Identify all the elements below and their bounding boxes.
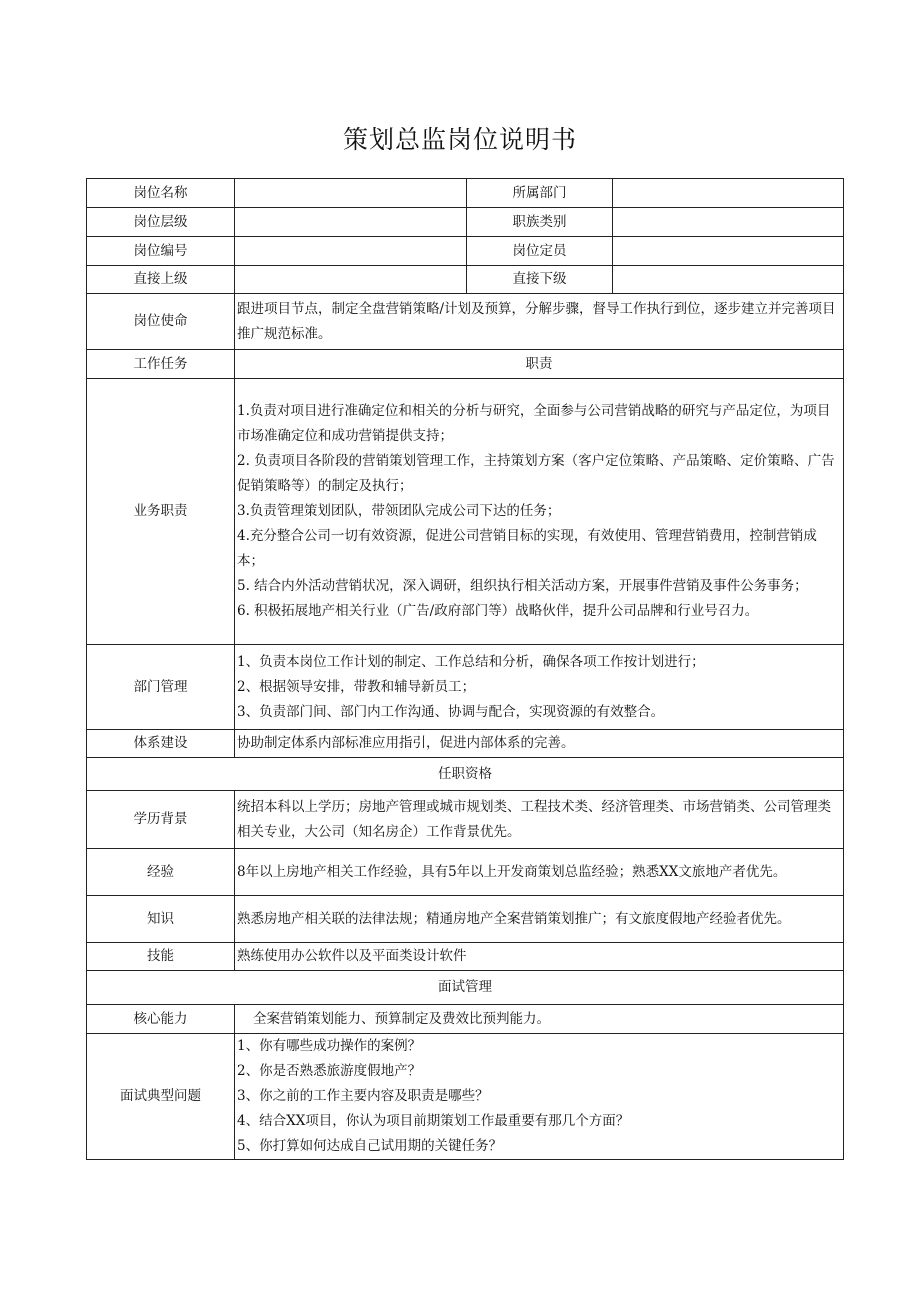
job-description-table bbox=[86, 178, 844, 1160]
table-row bbox=[87, 350, 844, 379]
list-item: 5、你打算如何达成自己试用期的关键任务？ bbox=[237, 1138, 503, 1154]
mission-text: 跟进项目节点，制定全盘营销策略/计划及预算，分解步骤，督导工作执行到位，逐步建立并完善项目推广规范标准。 bbox=[235, 294, 844, 350]
table-row bbox=[87, 730, 844, 758]
page-title: 策划总监岗位说明书 bbox=[342, 125, 577, 154]
business-label: 业务职责 bbox=[87, 379, 235, 645]
table-row bbox=[87, 791, 844, 849]
post-name-label: 岗位名称 bbox=[87, 179, 235, 208]
list-item: 2、你是否熟悉旅游度假地产？ bbox=[237, 1063, 422, 1079]
business-list bbox=[235, 379, 844, 645]
list-item: 3.负责管理策划团队，带领团队完成公司下达的任务； bbox=[237, 503, 561, 519]
table-row bbox=[87, 208, 844, 237]
code-value[interactable] bbox=[235, 237, 467, 266]
list-item: 3、你之前的工作主要内容及职责是哪些？ bbox=[237, 1088, 489, 1104]
experience-label: 经验 bbox=[87, 849, 235, 896]
system-text: 协助制定体系内部标准应用指引，促进内部体系的完善。 bbox=[235, 730, 844, 758]
table-row bbox=[87, 294, 844, 350]
core-text-value: 全案营销策划能力、预算制定及费效比预判能力。 bbox=[253, 1010, 550, 1027]
list-item: 3、负责部门间、部门内工作沟通、协调与配合，实现资源的有效整合。 bbox=[237, 703, 665, 720]
core-text bbox=[235, 1005, 844, 1034]
level-label: 岗位层级 bbox=[87, 208, 235, 237]
list-item: 2、根据领导安排，带教和辅导新员工； bbox=[237, 678, 476, 695]
list-item: 4.充分整合公司一切有效资源，促进公司营销目标的实现，有效使用、管理营销费用，控制营销成本； bbox=[237, 528, 817, 569]
experience-text: 8年以上房地产相关工作经验，具有5年以上开发商策划总监经验；熟悉XX文旅地产者优先。 bbox=[235, 849, 844, 896]
table-row bbox=[87, 896, 844, 943]
table-row bbox=[87, 943, 844, 971]
family-label: 职族类别 bbox=[467, 208, 613, 237]
level-value[interactable] bbox=[235, 208, 467, 237]
qualification-title: 任职资格 bbox=[87, 758, 844, 791]
education-label: 学历背景 bbox=[87, 791, 235, 849]
list-item: 4、结合XX项目，你认为项目前期策划工作最重要有那几个方面？ bbox=[237, 1113, 630, 1129]
dept-mgmt-list bbox=[235, 645, 844, 730]
dept-label: 所属部门 bbox=[467, 179, 613, 208]
skills-text: 熟练使用办公软件以及平面类设计软件 bbox=[235, 943, 844, 971]
interview-header: 面试管理 bbox=[87, 971, 844, 1005]
post-name-value[interactable] bbox=[235, 179, 467, 208]
dept-value[interactable] bbox=[613, 179, 844, 208]
superior-label: 直接上级 bbox=[87, 266, 235, 294]
table-row bbox=[87, 1005, 844, 1034]
table-row bbox=[87, 1034, 844, 1160]
list-item: 1.负责对项目进行准确定位和相关的分析与研究，全面参与公司营销战略的研究与产品定位，为项目市场准确定位和成功营销提供支持； bbox=[237, 403, 831, 444]
family-value[interactable] bbox=[613, 208, 844, 237]
tasks-header-left: 工作任务 bbox=[87, 350, 235, 379]
system-label: 体系建设 bbox=[87, 730, 235, 758]
questions-list bbox=[235, 1034, 844, 1160]
mission-label: 岗位使命 bbox=[87, 294, 235, 350]
headcount-value[interactable] bbox=[613, 237, 844, 266]
questions-label: 面试典型问题 bbox=[87, 1034, 235, 1160]
education-text: 统招本科以上学历；房地产管理或城市规划类、工程技术类、经济管理类、市场营销类、公司管理类相关专业，大公司（知名房企）工作背景优先。 bbox=[235, 791, 844, 849]
superior-value[interactable] bbox=[235, 266, 467, 294]
knowledge-text: 熟悉房地产相关联的法律法规；精通房地产全案营销策划推广；有文旅度假地产经验者优先。 bbox=[235, 896, 844, 943]
list-item: 5. 结合内外活动营销状况，深入调研，组织执行相关活动方案，开展事件营销及事件公务事务； bbox=[237, 578, 808, 594]
subordinate-value[interactable] bbox=[613, 266, 844, 294]
table-row bbox=[87, 645, 844, 730]
headcount-label: 岗位定员 bbox=[467, 237, 613, 266]
skills-label: 技能 bbox=[87, 943, 235, 971]
subordinate-label: 直接下级 bbox=[467, 266, 613, 294]
core-label: 核心能力 bbox=[87, 1005, 235, 1034]
table-row bbox=[87, 237, 844, 266]
list-item: 6. 积极拓展地产相关行业（广告/政府部门等）战略伙伴，提升公司品牌和行业号召力。 bbox=[237, 603, 759, 619]
list-item: 1、你有哪些成功操作的案例？ bbox=[237, 1038, 422, 1054]
table-row bbox=[87, 179, 844, 208]
table-row bbox=[87, 758, 844, 791]
table-row bbox=[87, 849, 844, 896]
tasks-header-right: 职责 bbox=[235, 350, 844, 379]
list-item: 1、负责本岗位工作计划的制定、工作总结和分析，确保各项工作按计划进行； bbox=[237, 653, 705, 670]
table-row bbox=[87, 266, 844, 294]
dept-mgmt-label: 部门管理 bbox=[87, 645, 235, 730]
table-row bbox=[87, 971, 844, 1005]
code-label: 岗位编号 bbox=[87, 237, 235, 266]
table-row bbox=[87, 379, 844, 645]
knowledge-label: 知识 bbox=[87, 896, 235, 943]
list-item: 2. 负责项目各阶段的营销策划管理工作，主持策划方案（客户定位策略、产品策略、定价策略、广告促销策略等）的制定及执行； bbox=[237, 453, 835, 494]
